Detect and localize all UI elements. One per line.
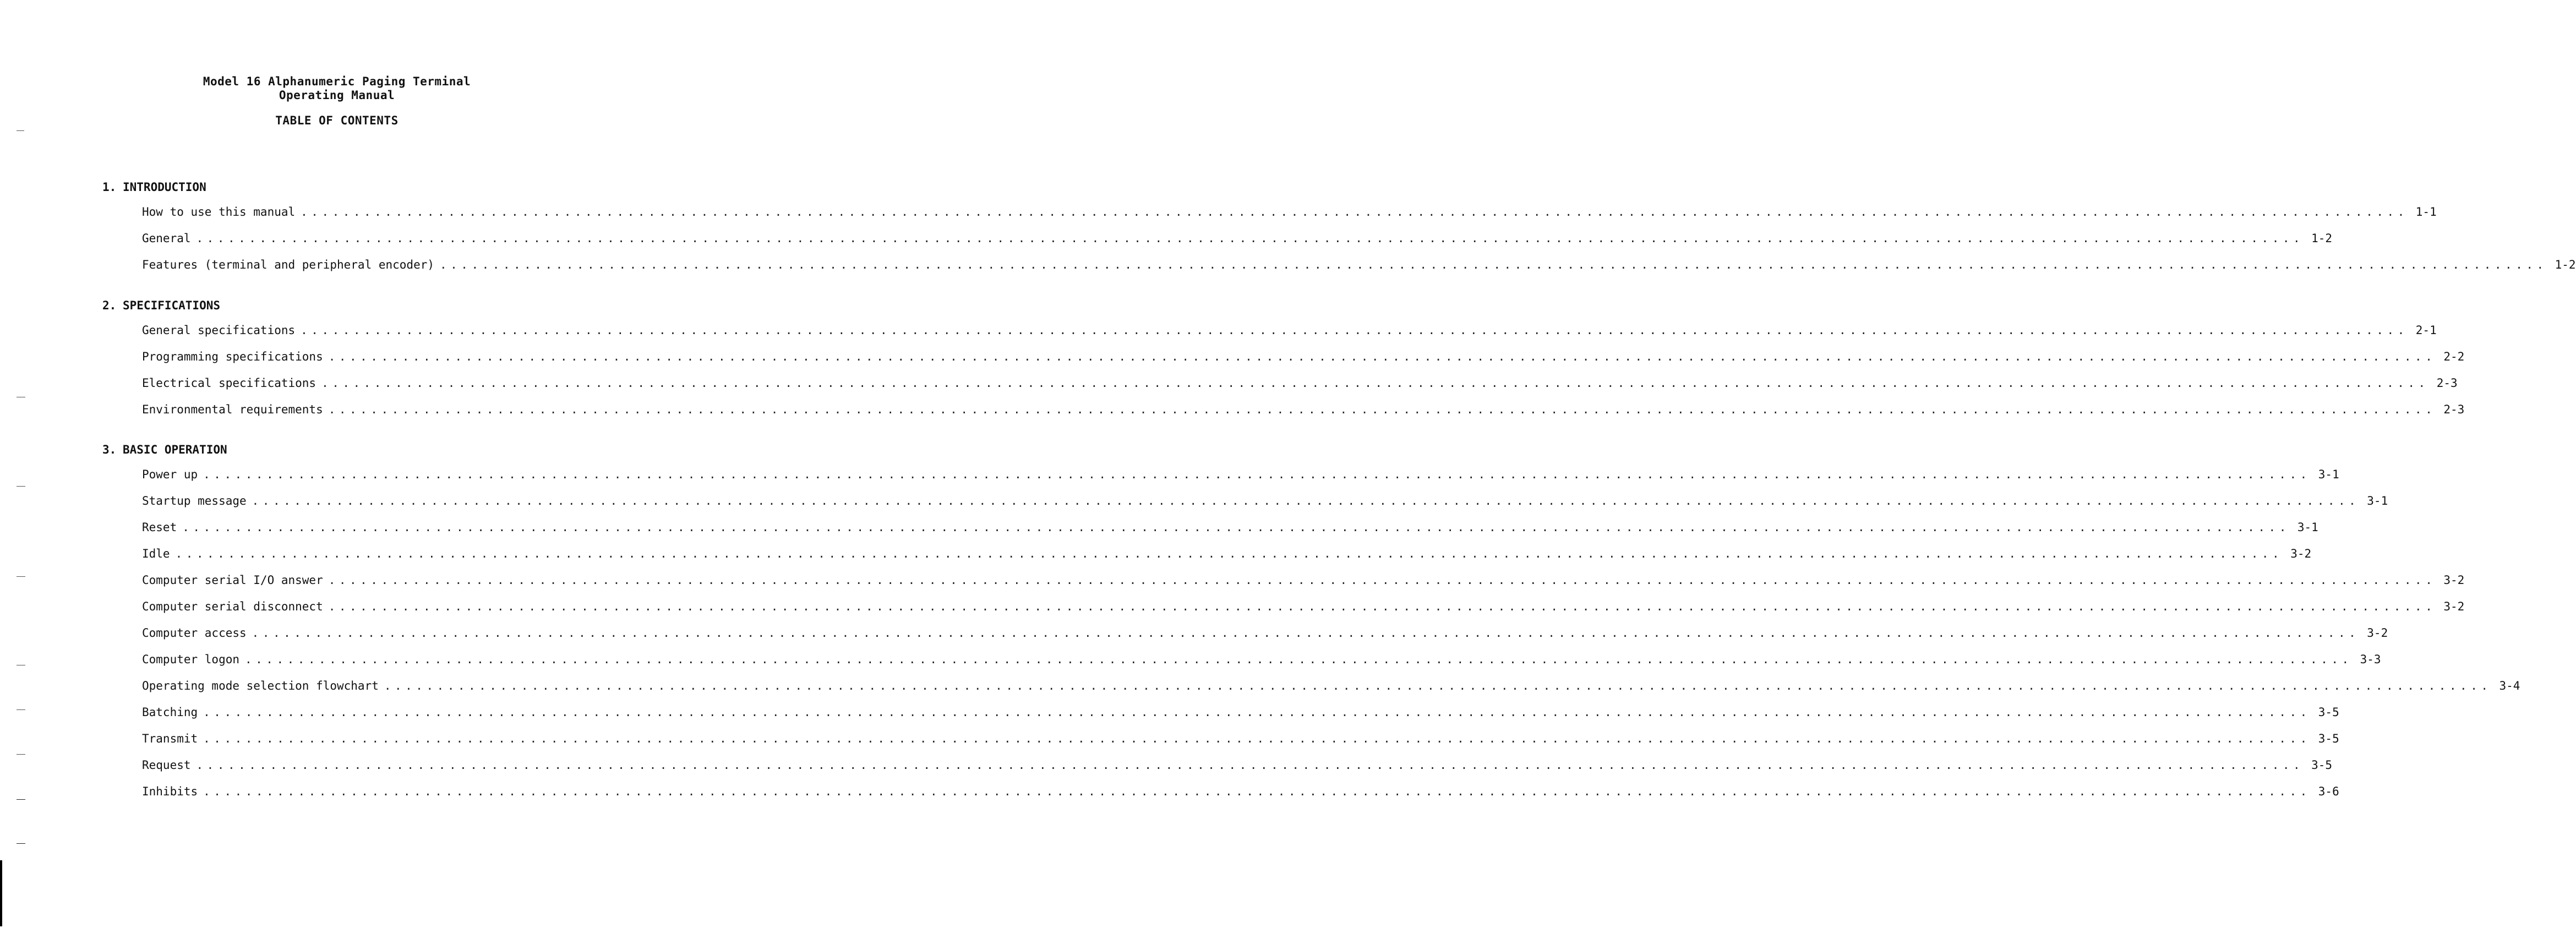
toc-entry-label: Electrical specifications bbox=[142, 376, 316, 390]
toc-entry-label: General specifications bbox=[142, 324, 296, 337]
toc-entry-page: 3-2 bbox=[2290, 547, 2312, 560]
section-entries bbox=[142, 204, 2576, 283]
scan-mark bbox=[17, 709, 25, 710]
toc-entry-label: Startup message bbox=[142, 494, 247, 507]
toc-entry bbox=[142, 348, 2465, 375]
dot-leader: ........................................................................................................................................................................................................ bbox=[245, 653, 2353, 666]
toc-entry bbox=[142, 545, 2312, 572]
section-number: 3. bbox=[102, 443, 117, 456]
dot-leader: ........................................................................................................................................................................................................ bbox=[196, 232, 2304, 245]
toc-entry-page: 3-3 bbox=[2360, 653, 2381, 666]
toc-entry bbox=[142, 783, 2339, 810]
dot-leader: ........................................................................................................................................................................................................ bbox=[328, 350, 2436, 363]
toc-entry bbox=[142, 704, 2339, 730]
toc-entry-page: 3-4 bbox=[2499, 679, 2520, 692]
section-number: 1. bbox=[102, 181, 117, 194]
dot-leader: ........................................................................................................................................................................................................ bbox=[328, 600, 2436, 613]
toc-entry bbox=[142, 204, 2437, 230]
section-heading bbox=[102, 441, 598, 458]
toc-entry-label: Programming specifications bbox=[142, 350, 323, 363]
dot-leader: ........................................................................................................................................................................................................ bbox=[301, 324, 2408, 337]
dot-leader: ........................................................................................................................................................................................................ bbox=[196, 758, 2304, 772]
dot-leader: ........................................................................................................................................................................................................ bbox=[384, 679, 2492, 692]
dot-leader: ........................................................................................................................................................................................................ bbox=[301, 205, 2408, 219]
toc-entry-page: 3-1 bbox=[2297, 521, 2318, 534]
scan-mark bbox=[17, 576, 25, 577]
section-title: SPECIFICATIONS bbox=[123, 299, 221, 312]
toc-entry bbox=[142, 466, 2339, 493]
toc-entry bbox=[142, 322, 2437, 348]
dot-leader: ........................................................................................................................................................................................................ bbox=[328, 574, 2436, 587]
toc-entry-page: 1-1 bbox=[2415, 205, 2437, 219]
toc-entry bbox=[142, 256, 2576, 283]
dot-leader: ........................................................................................................................................................................................................ bbox=[252, 626, 2360, 640]
section-number: 2. bbox=[102, 299, 117, 312]
toc-entry-label: Reset bbox=[142, 521, 177, 534]
toc-entry bbox=[142, 651, 2381, 678]
toc-entry-label: General bbox=[142, 232, 191, 245]
toc-entry-page: 3-1 bbox=[2367, 494, 2388, 507]
toc-entry bbox=[142, 730, 2339, 757]
scan-mark bbox=[17, 486, 25, 487]
toc-entry-label: Transmit bbox=[142, 732, 198, 745]
toc-entry-label: Features (terminal and peripheral encoder) bbox=[142, 258, 435, 271]
toc-entry bbox=[142, 625, 2388, 651]
toc-heading: TABLE OF CONTENTS bbox=[275, 114, 399, 127]
toc-entry bbox=[142, 519, 2318, 545]
toc-entry bbox=[142, 598, 2465, 625]
section-entries bbox=[142, 322, 2465, 428]
toc-entry-label: Operating mode selection flowchart bbox=[142, 679, 379, 692]
toc-entry-page: 3-5 bbox=[2311, 758, 2333, 772]
dot-leader: ........................................................................................................................................................................................................ bbox=[203, 785, 2311, 798]
dot-leader: ........................................................................................................................................................................................................ bbox=[182, 521, 2290, 534]
toc-entry bbox=[142, 493, 2388, 519]
toc-section-introduction bbox=[102, 179, 2576, 283]
toc-entry-label: Computer serial disconnect bbox=[142, 600, 323, 613]
toc-entry bbox=[142, 230, 2333, 256]
toc-entry-label: Computer serial I/O answer bbox=[142, 574, 323, 587]
toc-entry bbox=[142, 678, 2520, 704]
dot-leader: ........................................................................................................................................................................................................ bbox=[321, 376, 2429, 390]
dot-leader: ........................................................................................................................................................................................................ bbox=[203, 468, 2311, 481]
toc-entry-page: 3-5 bbox=[2318, 706, 2339, 719]
document-title: Model 16 Alphanumeric Paging Terminal bbox=[203, 75, 471, 88]
toc-entry bbox=[142, 757, 2333, 783]
toc-entry-page: 3-1 bbox=[2318, 468, 2339, 481]
dot-leader: ........................................................................................................................................................................................................ bbox=[203, 732, 2311, 745]
toc-entry bbox=[142, 572, 2465, 598]
toc-entry-label: Idle bbox=[142, 547, 170, 560]
section-title: BASIC OPERATION bbox=[123, 443, 227, 456]
scan-mark bbox=[17, 799, 25, 800]
toc-entry-label: Computer logon bbox=[142, 653, 240, 666]
toc-entry-label: Batching bbox=[142, 706, 198, 719]
dot-leader: ........................................................................................................................................................................................................ bbox=[175, 547, 2283, 560]
toc-entry-page: 3-2 bbox=[2443, 574, 2465, 587]
section-heading bbox=[102, 297, 598, 314]
toc-entry-page: 2-1 bbox=[2415, 324, 2437, 337]
scan-mark bbox=[17, 130, 24, 131]
toc-entry-page: 3-2 bbox=[2443, 600, 2465, 613]
toc-entry-page: 2-3 bbox=[2443, 403, 2465, 416]
toc-entry-page: 3-5 bbox=[2318, 732, 2339, 745]
section-heading bbox=[102, 179, 598, 195]
toc-section-specifications bbox=[102, 297, 2465, 428]
section-entries bbox=[142, 466, 2520, 810]
toc-entry bbox=[142, 401, 2465, 428]
toc-entry-label: Request bbox=[142, 758, 191, 772]
scan-mark bbox=[17, 754, 25, 755]
binding-mark bbox=[0, 860, 2, 926]
toc-entry-page: 1-2 bbox=[2555, 258, 2576, 271]
toc-entry-page: 2-3 bbox=[2436, 376, 2458, 390]
toc-entry-page: 1-2 bbox=[2311, 232, 2333, 245]
toc-entry-label: Environmental requirements bbox=[142, 403, 323, 416]
toc-entry-label: How to use this manual bbox=[142, 205, 296, 219]
dot-leader: ........................................................................................................................................................................................................ bbox=[252, 494, 2360, 507]
dot-leader: ........................................................................................................................................................................................................ bbox=[440, 258, 2547, 271]
scan-mark bbox=[17, 843, 25, 844]
toc-entry-label: Power up bbox=[142, 468, 198, 481]
document-subtitle: Operating Manual bbox=[279, 89, 395, 102]
toc-entry-label: Computer access bbox=[142, 626, 247, 640]
toc-entry-label: Inhibits bbox=[142, 785, 198, 798]
toc-section-basic-operation bbox=[102, 441, 2520, 810]
toc-entry-page: 2-2 bbox=[2443, 350, 2465, 363]
section-title: INTRODUCTION bbox=[123, 181, 206, 194]
toc-entry bbox=[142, 375, 2458, 401]
dot-leader: ........................................................................................................................................................................................................ bbox=[203, 706, 2311, 719]
toc-entry-page: 3-6 bbox=[2318, 785, 2339, 798]
dot-leader: ........................................................................................................................................................................................................ bbox=[328, 403, 2436, 416]
toc-entry-page: 3-2 bbox=[2367, 626, 2388, 640]
